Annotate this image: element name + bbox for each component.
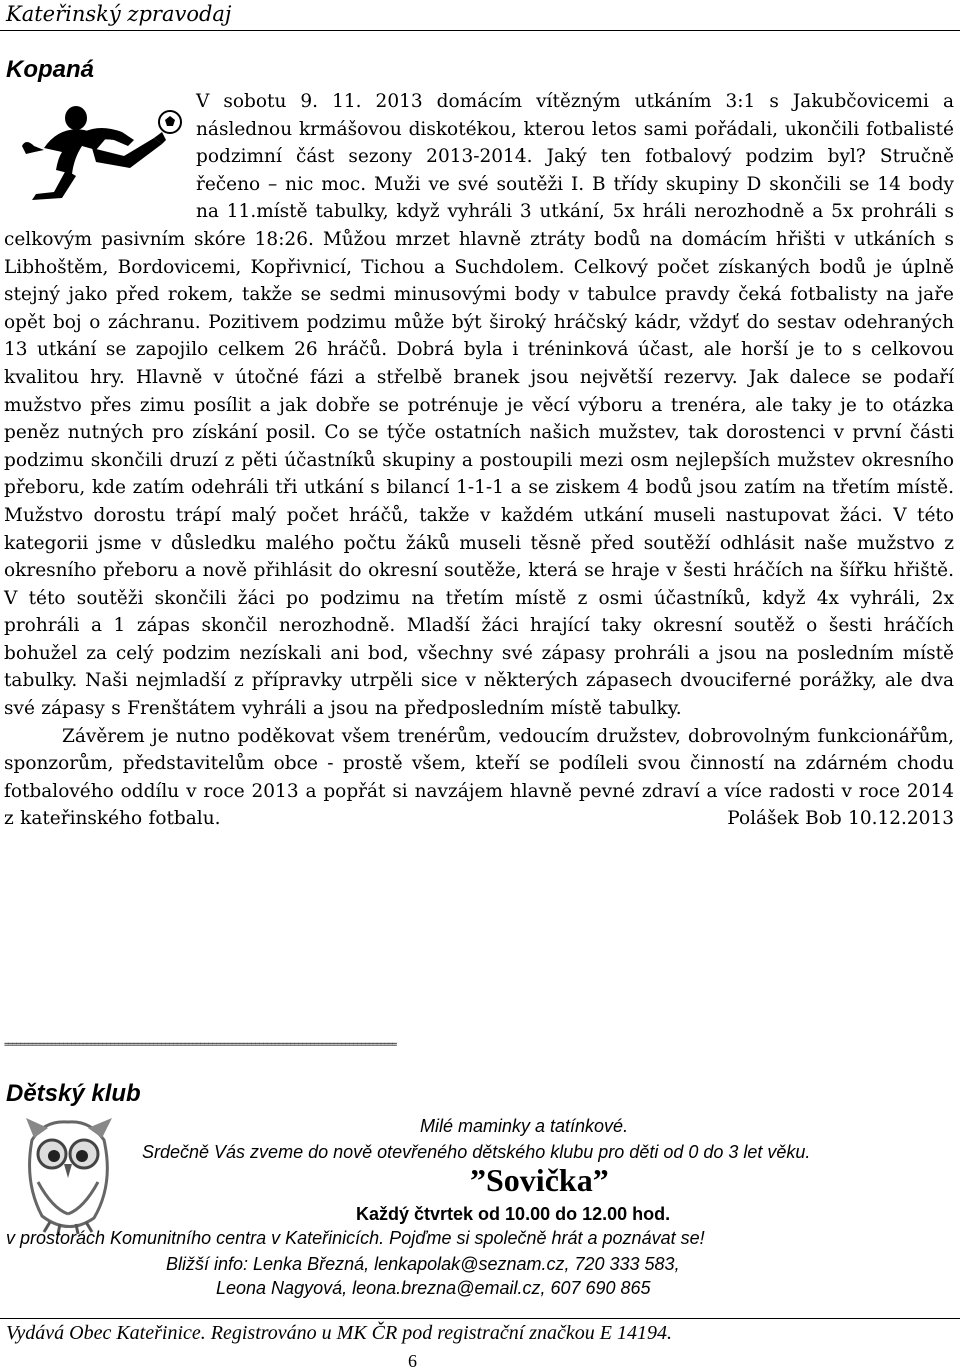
footer-rule bbox=[0, 1318, 960, 1319]
owl-icon bbox=[14, 1112, 122, 1236]
section-title-football: Kopaná bbox=[6, 56, 95, 83]
club-invite: Srdečně Vás zveme do nově otevřeného dětského klubu pro děti od 0 do 3 let věku. bbox=[142, 1142, 811, 1162]
football-paragraph-1: V sobotu 9. 11. 2013 domácím vítězným utkáním 3:1 s Jakubčovicemi a následnou krmášovou diskotékou, kterou letos sami pořádali, ukončili fotbalisté podzimní část sezony 2013-2014. Jaký ten fotbalový podzim byl? Stručně řečeno – nic moc. Muži ve své soutěži I. B třídy skupiny D skončili se 14 body na 11.místě tabulky, když vyhráli 3 utkání, 5x hráli nerozhodně a 5x prohráli s celkovým pasivním skóre 18:26. Můžou mrzet hlavně ztráty bodů na domácím hřišti v utkáních s Libhoštěm, Bordovicemi, Kopřivnicí, Tichou a Suchdolem. Celkový počet získaných bodů je úplně stejný jako před rokem, takže se sedmi minusovými body v tabulce pravdy čeká fotbalisty na jaře opět boj o záchranu. Pozitivem podzimu může být široký hráčský kádr, vždyť do sestav odehraných 13 utkání se zapojilo celkem 26 hráčů. Dobrá byla i tréninková účast, ale horší je to s celkovou kvalitou hry. Hlavně v útočné fázi a střelbě branek jsou největší rezervy. Jak dalece se podaří mužstvo přes zimu posílit a jak dobře se potrénuje je věcí výboru a trenéra, ale taky je to otázka peněz nutných pro získání posil. Co se týče ostatních našich mužstev, tak dorostenci v první části podzimu skončili druzí z pěti účastníků skupiny a postoupili mezi osm nejlepších mužstev okresního přeboru, kde zatím odehráli tři utkání s bilancí 1-1-1 a se ziskem 4 bodů jsou zatím na třetím místě. Mužstvo dorostu trápí malý počet hráčů, takže v každém utkání museli nastupovat žáci. V této kategorii jsme v důsledku malého počtu žáků museli těsně před soutěží odhlásit naše mužstvo z okresního přeboru a nově přihlásit do okresní soutěže, která se hraje v šesti hráčích na šířku hřiště. V této soutěži skončili žáci po podzimu na třetím místě z osmi účastníků, když 4x vyhráli, 2x prohráli a 1 zápas skončil nerozhodně. Mladší žáci hrající taky okresní soutěž o šesti hráčích bohužel za celý podzim nezískali ani bod, všechny své zápasy prohráli a jsou na posledním místě tabulky. Naši nejmladší z přípravky utrpěli sice v některých zápasech dvouciferné porážky, ale dva své zápasy s Frenštátem vyhráli a jsou na předposledním místě tabulky. bbox=[4, 91, 954, 720]
club-greeting: Milé maminky a tatínkové. bbox=[420, 1116, 629, 1136]
football-paragraph-2: Závěrem je nutno poděkovat všem trenérům, vedoucím družstev, dobrovolným funkcionářům, sponzorům, představitelům obce - prostě všem, kteří se podíleli svou činností na zdárném chodu fotbalového oddílu v roce 2013 a popřát si navzájem hlavně pevné zdraví a více radosti v roce 2014 z kateřinského fotbalu. bbox=[4, 725, 954, 830]
football-article bbox=[4, 88, 954, 833]
footer-publisher: Vydává Obec Kateřinice. Registrováno u MK ČR pod registrační značkou E 14194. bbox=[6, 1322, 673, 1344]
club-contact-1: Bližší info: Lenka Březná, lenkapolak@seznam.cz, 720 333 583, bbox=[166, 1254, 680, 1274]
newsletter-title: Kateřinský zpravodaj bbox=[6, 2, 232, 26]
section-separator: ==================================================================================================== bbox=[4, 1040, 396, 1050]
club-schedule: Každý čtvrtek od 10.00 do 12.00 hod. bbox=[356, 1204, 671, 1224]
club-place: v prostorách Komunitního centra v Kateřinicích. Pojďme si společně hrát a poznávat se! bbox=[6, 1228, 705, 1248]
page-number: 6 bbox=[408, 1351, 417, 1371]
soccer-player-icon bbox=[4, 88, 196, 200]
section-title-club: Dětský klub bbox=[6, 1080, 141, 1107]
article-signature: Polášek Bob 10.12.2013 bbox=[727, 808, 954, 830]
club-name: ”Sovička” bbox=[470, 1162, 609, 1198]
club-contact-2: Leona Nagyová, leona.brezna@email.cz, 607 690 865 bbox=[216, 1278, 651, 1298]
header-rule bbox=[0, 30, 960, 31]
